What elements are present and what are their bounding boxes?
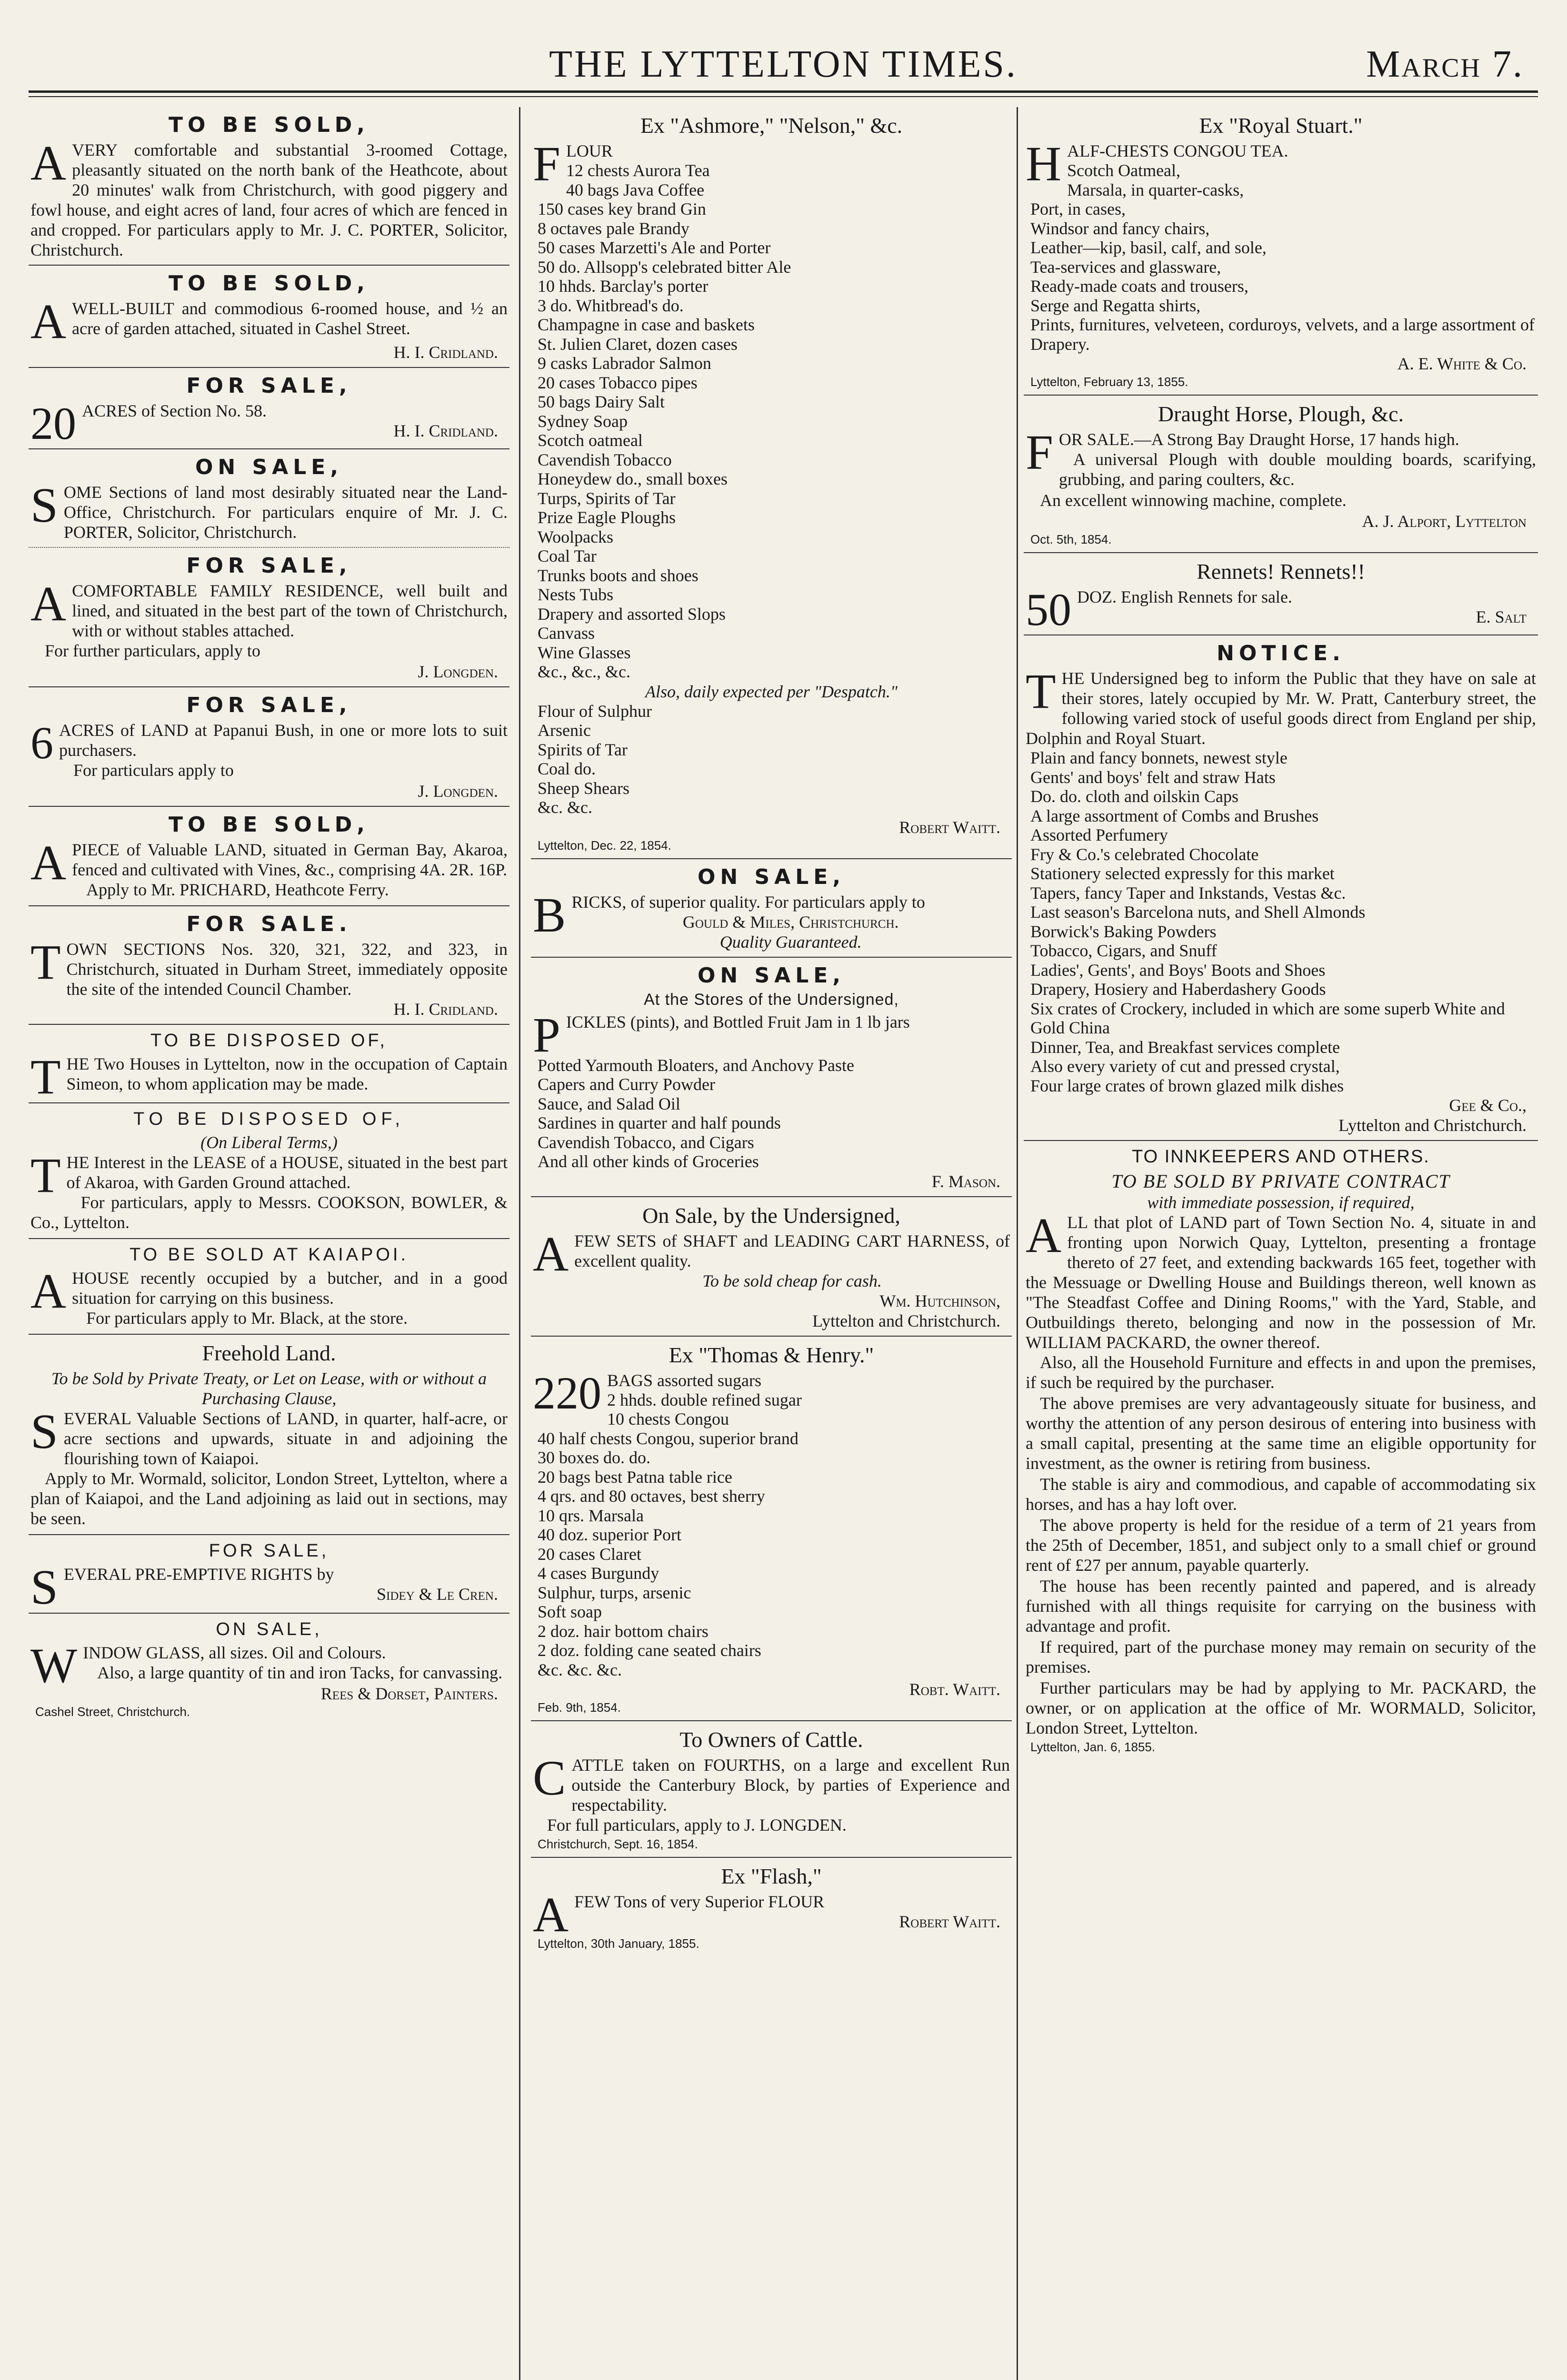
goods-list-expected bbox=[533, 702, 1010, 817]
list-item: 40 half chests Congou, superior brand bbox=[538, 1428, 798, 1448]
ad-house-cashel-street bbox=[29, 266, 509, 368]
ad-text: FEW SETS of SHAFT and LEADING CART HARNESS, of excellent quality. bbox=[574, 1231, 1010, 1270]
ad-body bbox=[30, 1148, 508, 1232]
ad-signature-place: Lyttelton and Christchurch. bbox=[1338, 1116, 1527, 1135]
ad-signature: Gould & Miles, Christchurch. bbox=[682, 912, 899, 932]
ad-paragraph: Also, all the Household Furniture and effects in and upon the premises, if such be required by the purchaser. bbox=[1026, 1353, 1536, 1392]
ad-text: HE Two Houses in Lyttelton, now in the occupation of Captain Simeon, to whom application may be made. bbox=[66, 1054, 508, 1093]
ad-dateline: Lyttelton, Jan. 6, 1855. bbox=[1030, 1740, 1156, 1754]
list-item: Ladies', Gents', and Boys' Boots and Shoes bbox=[1030, 960, 1326, 980]
list-item: Soft soap bbox=[538, 1602, 602, 1621]
list-item: Sardines in quarter and half pounds bbox=[538, 1113, 781, 1132]
ad-heading: NOTICE. bbox=[1217, 641, 1345, 665]
ad-window-glass bbox=[29, 1614, 509, 1725]
ad-first-line: ALF-CHESTS CONGOU TEA. bbox=[1067, 141, 1288, 160]
list-item: Flour of Sulphur bbox=[538, 701, 652, 721]
ad-text: FEW Tons of very Superior FLOUR bbox=[574, 1892, 825, 1911]
list-item: Assorted Perfumery bbox=[1030, 825, 1168, 844]
ad-tagline: Quality Guaranteed. bbox=[719, 932, 862, 952]
list-item: Sheep Shears bbox=[538, 778, 629, 798]
ad-heading: On Sale, by the Undersigned, bbox=[642, 1203, 900, 1228]
list-item: Tobacco, Cigars, and Snuff bbox=[1030, 941, 1217, 960]
ad-signature: Wm. Hutchinson, bbox=[879, 1291, 1000, 1310]
ad-heading: TO BE DISPOSED OF, bbox=[150, 1031, 388, 1051]
list-item: Also every variety of cut and pressed crystal, bbox=[1030, 1057, 1340, 1076]
ad-body bbox=[1026, 425, 1536, 510]
ad-bricks bbox=[531, 859, 1012, 958]
list-item: 12 chests Aurora Tea bbox=[566, 161, 710, 180]
drop-cap: P bbox=[533, 1007, 560, 1062]
ad-heading: TO BE SOLD, bbox=[168, 813, 370, 837]
list-item: 10 hhds. Barclay's porter bbox=[538, 277, 709, 296]
ad-body bbox=[30, 294, 508, 349]
ad-signature: F. Mason. bbox=[931, 1171, 1000, 1191]
ad-dateline: Cashel Street, Christchurch. bbox=[35, 1705, 190, 1719]
drop-cap: F bbox=[533, 137, 560, 191]
list-item: &c., &c., &c. bbox=[538, 662, 630, 681]
list-item: Sauce, and Salad Oil bbox=[538, 1094, 680, 1113]
ad-acres-section-58 bbox=[29, 368, 509, 449]
drop-number: 20 bbox=[30, 398, 76, 449]
list-item: Trunks boots and shoes bbox=[538, 565, 699, 585]
newspaper-title: THE LYTTELTON TIMES. bbox=[549, 43, 1018, 85]
goods-list bbox=[1026, 161, 1536, 354]
list-item: Cavendish Tobacco bbox=[538, 450, 672, 469]
ad-text: ACRES of Section No. 58. bbox=[82, 401, 267, 420]
list-item: A large assortment of Combs and Brushes bbox=[1030, 806, 1319, 825]
list-item: Tapers, fancy Taper and Inkstands, Vestas &c. bbox=[1030, 883, 1346, 902]
list-item: Honeydew do., small boxes bbox=[538, 469, 728, 488]
ad-dateline: Lyttelton, Dec. 22, 1854. bbox=[538, 838, 671, 853]
ad-text: COMFORTABLE FAMILY RESIDENCE, well built and lined, and situated in the best part of the town of Christchurch, with or without stables attached. bbox=[72, 581, 508, 640]
drop-cap: T bbox=[30, 1148, 61, 1203]
list-item: 8 octaves pale Brandy bbox=[538, 218, 689, 238]
ad-heading: FOR SALE, bbox=[186, 374, 352, 398]
drop-cap: A bbox=[30, 294, 67, 349]
ad-heading: FOR SALE, bbox=[186, 693, 352, 717]
ad-freehold-land bbox=[29, 1335, 509, 1535]
list-item: Nests Tubs bbox=[538, 585, 614, 604]
list-item: Gents' and boys' felt and straw Hats bbox=[1030, 767, 1276, 787]
ad-heading: ON SALE, bbox=[216, 1619, 322, 1639]
drop-cap: H bbox=[1026, 137, 1062, 191]
ad-owners-of-cattle bbox=[531, 1721, 1012, 1858]
ad-paragraph: Further particulars may be had by applying to Mr. PACKARD, the owner, or on application at the office of Mr. WORMALD, Solicitor, London Street, Lyttelton. bbox=[1026, 1678, 1536, 1737]
drop-cap: S bbox=[30, 1560, 58, 1615]
ad-paragraph: The above premises are very advantageously situate for business, and worthy the attention of any person desirous of entering into business with a small capital, presenting at the same time an eligible opportunity for investment, as the owner is retiring from business. bbox=[1026, 1394, 1536, 1473]
ad-notice-gee-co bbox=[1024, 635, 1538, 1141]
list-item: Spirits of Tar bbox=[538, 740, 628, 759]
list-item: Canvass bbox=[538, 624, 595, 643]
ad-body bbox=[30, 935, 508, 999]
ad-two-houses-lyttelton bbox=[29, 1025, 509, 1103]
drop-cap: S bbox=[30, 1404, 58, 1459]
list-item: Arsenic bbox=[538, 721, 591, 740]
ad-text: ACRES of LAND at Papanui Bush, in one or more lots to suit purchasers. bbox=[59, 721, 508, 760]
ad-text-2: For further particulars, apply to bbox=[45, 641, 260, 660]
ad-subheading: Also, daily expected per "Despatch." bbox=[645, 682, 898, 701]
drop-cap: T bbox=[30, 1050, 61, 1104]
ad-signature: Sidey & Le Cren. bbox=[376, 1585, 498, 1604]
ad-text: HE Undersigned beg to inform the Public that they have on sale at their stores, lately occupied by Mr. W. Pratt, Canterbury street, the following varied stock of useful goods direct from England per ship, Dolphin and Royal Stuart. bbox=[1026, 669, 1536, 748]
list-item: &c. &c. bbox=[538, 798, 592, 817]
ad-heading: Rennets! Rennets!! bbox=[1197, 559, 1365, 584]
list-item: Fry & Co.'s celebrated Chocolate bbox=[1030, 844, 1259, 864]
ad-pre-emptive-rights bbox=[29, 1535, 509, 1614]
ad-dateline: Christchurch, Sept. 16, 1854. bbox=[538, 1837, 698, 1851]
list-item: Marsala, in quarter-casks, bbox=[1067, 180, 1244, 199]
list-item: 20 cases Tobacco pipes bbox=[538, 373, 698, 392]
ad-papanui-bush bbox=[29, 687, 509, 807]
list-item: Sulphur, turps, arsenic bbox=[538, 1583, 691, 1602]
list-item: 3 do. Whitbread's do. bbox=[538, 296, 684, 315]
ad-text: PIECE of Valuable LAND, situated in German Bay, Akaroa, fenced and cultivated with Vines, &c., comprising 4A. 2R. 16P. bbox=[72, 840, 508, 879]
drop-cap: W bbox=[30, 1638, 78, 1693]
list-item: Sydney Soap bbox=[538, 411, 628, 431]
list-item: Six crates of Crockery, included in which are some superb White and Gold China bbox=[1030, 999, 1505, 1037]
ad-subheading: To be Sold by Private Treaty, or Let on Lease, with or without a Purchasing Clause, bbox=[51, 1369, 487, 1408]
goods-list bbox=[533, 1390, 1010, 1680]
ad-first-line: LOUR bbox=[566, 141, 613, 160]
ad-body bbox=[533, 1751, 1010, 1835]
ad-signature: Gee & Co., bbox=[1449, 1096, 1527, 1115]
ad-paragraph: The above property is held for the residue of a term of 21 years from the 25th of December, 1851, and subject only to a small chief or ground rent of £27 per annum, payable quarterly. bbox=[1026, 1516, 1536, 1575]
list-item: Wine Glasses bbox=[538, 643, 631, 662]
ad-text-2: Apply to Mr. PRICHARD, Heathcote Ferry. bbox=[86, 880, 389, 899]
list-item: Leather—kip, basil, calf, and sole, bbox=[1030, 238, 1267, 257]
ad-text-2: For particulars apply to Mr. Black, at the store. bbox=[86, 1309, 408, 1328]
list-item: Prints, furnitures, velveteen, corduroys, velvets, and a large assortment of Drapery. bbox=[1030, 315, 1535, 354]
ad-text: OWN SECTIONS Nos. 320, 321, 322, and 323, in Christchurch, situated in Durham Street, immediately opposite the site of the intended Council Chamber. bbox=[66, 940, 508, 999]
list-item: Drapery, Hosiery and Haberdashery Goods bbox=[1030, 980, 1326, 999]
drop-cap: A bbox=[1026, 1208, 1062, 1263]
ad-dateline: Oct. 5th, 1854. bbox=[1030, 532, 1112, 546]
drop-cap: S bbox=[30, 478, 58, 533]
ad-dateline: Lyttelton, February 13, 1855. bbox=[1030, 375, 1188, 389]
list-item: St. Julien Claret, dozen cases bbox=[538, 334, 738, 354]
drop-cap: A bbox=[533, 1226, 569, 1281]
list-item: Port, in cases, bbox=[1030, 199, 1126, 218]
ad-signature: A. E. White & Co. bbox=[1397, 354, 1527, 373]
ad-signature: H. I. Cridland. bbox=[393, 343, 498, 362]
list-item: Woolpacks bbox=[538, 527, 614, 546]
list-item: Borwick's Baking Powders bbox=[1030, 922, 1217, 941]
drop-cap: C bbox=[533, 1751, 566, 1805]
drop-cap: F bbox=[1026, 425, 1053, 480]
ad-dateline: Lyttelton, 30th January, 1855. bbox=[538, 1936, 699, 1951]
ad-heading: Ex "Flash," bbox=[721, 1864, 822, 1888]
list-item: Cavendish Tobacco, and Cigars bbox=[538, 1132, 754, 1152]
ad-paragraph: The stable is airy and commodious, and capable of accommodating six horses, and has a hay loft over. bbox=[1026, 1475, 1536, 1514]
ad-dateline: Feb. 9th, 1854. bbox=[538, 1700, 621, 1715]
column-2 bbox=[531, 107, 1012, 2380]
list-item: Coal do. bbox=[538, 759, 596, 778]
ad-flash-flour bbox=[531, 1858, 1012, 1956]
column-1 bbox=[29, 107, 509, 2380]
ad-signature-place: Lyttelton and Christchurch. bbox=[812, 1311, 1000, 1330]
list-item: Turps, Spirits of Tar bbox=[538, 488, 676, 508]
goods-list bbox=[533, 1056, 1010, 1171]
list-item: 50 cases Marzetti's Ale and Porter bbox=[538, 238, 771, 257]
ad-body bbox=[1026, 1208, 1536, 1738]
ad-town-sections bbox=[29, 906, 509, 1025]
ad-heading: Draught Horse, Plough, &c. bbox=[1158, 402, 1404, 426]
ad-body bbox=[30, 717, 508, 780]
ad-heading: TO BE DISPOSED OF, bbox=[133, 1109, 405, 1129]
masthead-rule-thin bbox=[29, 96, 1538, 97]
ad-sections-land-office bbox=[29, 449, 509, 548]
masthead bbox=[29, 33, 1538, 105]
list-item: &c. &c. &c. bbox=[538, 1660, 622, 1679]
list-item: 9 casks Labrador Salmon bbox=[538, 354, 711, 373]
list-item: 2 doz. folding cane seated chairs bbox=[538, 1641, 761, 1660]
ad-heading: TO BE SOLD AT KAIAPOI. bbox=[129, 1245, 409, 1265]
ad-body bbox=[30, 1264, 508, 1328]
ad-heading: ON SALE, bbox=[697, 864, 846, 889]
column-rule-1 bbox=[519, 107, 520, 2380]
ad-heading: To Owners of Cattle. bbox=[679, 1727, 863, 1752]
ad-text: EVERAL PRE-EMPTIVE RIGHTS by bbox=[63, 1565, 334, 1584]
ad-body bbox=[30, 1050, 508, 1104]
ad-heading: FOR SALE, bbox=[209, 1541, 329, 1561]
list-item: 50 bags Dairy Salt bbox=[538, 392, 665, 411]
drop-cap: T bbox=[30, 935, 61, 990]
list-item: 50 do. Allsopp's celebrated bitter Ale bbox=[538, 257, 791, 277]
ad-text-2: Apply to Mr. Wormald, solicitor, London Street, Lyttelton, where a plan of Kaiapoi, and the Land adjoining as laid out in sections, may be seen. bbox=[30, 1469, 508, 1528]
list-item: 4 cases Burgundy bbox=[538, 1564, 659, 1583]
ad-heading: TO INNKEEPERS AND OTHERS. bbox=[1132, 1147, 1430, 1167]
ad-text: ICKLES (pints), and Bottled Fruit Jam in 1 lb jars bbox=[566, 1012, 910, 1031]
drop-cap: A bbox=[30, 835, 67, 890]
ad-signature: J. Longden. bbox=[418, 782, 498, 801]
ad-text: HOUSE recently occupied by a butcher, and in a good situation for carrying on this business. bbox=[72, 1269, 508, 1308]
ad-text: OME Sections of land most desirably situated near the Land-Office, Christchurch. For particulars enquire of Mr. J. C. PORTER, Solicitor, Christchurch. bbox=[63, 483, 508, 542]
ad-text: OR SALE.—A Strong Bay Draught Horse, 17 hands high. bbox=[1058, 430, 1459, 449]
ad-ashmore-nelson-goods bbox=[531, 107, 1012, 859]
list-item: Windsor and fancy chairs, bbox=[1030, 218, 1210, 238]
ad-family-residence bbox=[29, 548, 509, 687]
list-item: Dinner, Tea, and Breakfast services complete bbox=[1030, 1037, 1340, 1057]
ad-text-2: Also, a large quantity of tin and iron Tacks, for canvassing. bbox=[97, 1663, 503, 1682]
drop-number: 220 bbox=[533, 1367, 601, 1418]
ad-text: WELL-BUILT and commodious 6-roomed house, and ½ an acre of garden attached, situated in Cashel Street. bbox=[72, 299, 508, 338]
list-item: 2 hhds. double refined sugar bbox=[607, 1390, 802, 1409]
masthead-rule bbox=[29, 90, 1538, 93]
drop-cap: T bbox=[1026, 664, 1056, 719]
column-rule-2 bbox=[1017, 107, 1018, 2380]
ad-body bbox=[30, 835, 508, 900]
list-item: Plain and fancy bonnets, newest style bbox=[1030, 748, 1288, 767]
ad-paragraph: If required, part of the purchase money may remain on security of the premises. bbox=[1026, 1637, 1536, 1676]
ad-body bbox=[30, 136, 508, 260]
list-item: Serge and Regatta shirts, bbox=[1030, 296, 1201, 315]
column-3 bbox=[1024, 107, 1538, 2380]
ad-kaiapoi-house bbox=[29, 1239, 509, 1335]
ad-body bbox=[1026, 664, 1536, 748]
ad-royal-stuart-goods bbox=[1024, 107, 1538, 396]
ad-heading: FOR SALE. bbox=[186, 912, 352, 936]
goods-list bbox=[1026, 748, 1536, 1095]
ad-first-line: BAGS assorted sugars bbox=[607, 1370, 761, 1390]
list-item: Scotch Oatmeal, bbox=[1067, 161, 1181, 180]
list-item: 10 chests Congou bbox=[607, 1409, 729, 1428]
list-item: 20 cases Claret bbox=[538, 1544, 641, 1564]
list-item: Four large crates of brown glazed milk dishes bbox=[1030, 1076, 1344, 1095]
issue-date: March 7. bbox=[1366, 43, 1524, 85]
ad-signature: A. J. Alport, Lyttelton bbox=[1362, 512, 1527, 531]
list-item: Potted Yarmouth Bloaters, and Anchovy Paste bbox=[538, 1055, 854, 1075]
list-item: 150 cases key brand Gin bbox=[538, 199, 706, 218]
drop-number: 50 bbox=[1026, 584, 1071, 635]
ad-subheading: At the Stores of the Undersigned, bbox=[644, 990, 899, 1009]
ad-body bbox=[30, 478, 508, 542]
list-item: Tea-services and glassware, bbox=[1030, 257, 1221, 277]
list-item: Stationery selected expressly for this market bbox=[1030, 864, 1335, 883]
drop-cap: A bbox=[30, 136, 67, 190]
ad-draught-horse-plough bbox=[1024, 396, 1538, 553]
list-item: 10 qrs. Marsala bbox=[538, 1506, 644, 1525]
ad-german-bay-land bbox=[29, 807, 509, 906]
drop-cap: A bbox=[533, 1887, 569, 1942]
ad-cart-harness bbox=[531, 1197, 1012, 1337]
ad-signature: Robert Waitt. bbox=[899, 817, 1000, 837]
ad-thomas-henry-goods bbox=[531, 1337, 1012, 1722]
ad-body bbox=[30, 1638, 508, 1693]
ad-body bbox=[30, 576, 508, 661]
ad-text: VERY comfortable and substantial 3-roomed Cottage, pleasantly situated on the north bank of the Heathcote, about 20 minutes' walk from Christchurch, with good piggery and fowl house, and eight acres of land, four acres of which are fenced in and cropped. For particulars apply to Mr. J. C. PORTER, Solicitor, Christchurch. bbox=[30, 140, 508, 259]
ad-text-2: For full particulars, apply to J. LONGDEN. bbox=[547, 1815, 847, 1835]
ad-heading: TO BE SOLD, bbox=[168, 113, 370, 137]
ad-heading: Ex "Thomas & Henry." bbox=[669, 1342, 874, 1367]
list-item: Capers and Curry Powder bbox=[538, 1075, 715, 1094]
ad-body bbox=[533, 1007, 1010, 1062]
ad-signature: H. I. Cridland. bbox=[393, 1000, 498, 1019]
ad-text: LL that plot of LAND part of Town Section No. 4, situate in and fronting upon Norwich Quay, Lyttelton, presenting a frontage thereto of 27 feet, and extending backwards 165 feet, together with the Messuage or Dwelling House and Buildings thereon, well known as "The Steadfast Coffee and Dining Rooms," with the Yard, Stable, and Outbuildings thereto, belonging and now in the possession of Mr. WILLIAM PACKARD, the owner thereof. bbox=[1026, 1213, 1536, 1352]
list-item: Prize Eagle Ploughs bbox=[538, 508, 676, 527]
drop-cap: A bbox=[30, 1264, 67, 1319]
drop-number: 6 bbox=[30, 717, 53, 768]
list-item: 40 doz. superior Port bbox=[538, 1525, 681, 1544]
ad-signature: Robert Waitt. bbox=[899, 1912, 1000, 1931]
list-item: Do. do. cloth and oilskin Caps bbox=[1030, 787, 1238, 806]
ad-text-2: A universal Plough with double moulding boards, scarifying, grubbing, and paring coulters, &c. bbox=[1058, 450, 1536, 489]
list-item: 2 doz. hair bottom chairs bbox=[538, 1621, 709, 1641]
ad-innkeepers-private-contract bbox=[1024, 1141, 1538, 1760]
ad-signature: Robt. Waitt. bbox=[909, 1680, 1000, 1699]
list-item: Champagne in case and baskets bbox=[538, 315, 755, 334]
ad-text: ATTLE taken on FOURTHS, on a large and excellent Run outside the Canterbury Block, by parties of Experience and respectability. bbox=[571, 1755, 1010, 1815]
drop-cap: B bbox=[533, 887, 566, 942]
ad-cottage-heathcote bbox=[29, 107, 509, 266]
ad-subheading: TO BE SOLD BY PRIVATE CONTRACT bbox=[1111, 1170, 1450, 1192]
list-item: And all other kinds of Groceries bbox=[538, 1152, 759, 1171]
ad-body bbox=[30, 1404, 508, 1528]
ad-signature: Rees & Dorset, Painters. bbox=[320, 1684, 498, 1703]
ad-text: INDOW GLASS, all sizes. Oil and Colours. bbox=[83, 1643, 386, 1662]
drop-cap: A bbox=[30, 576, 67, 631]
ad-heading: Freehold Land. bbox=[202, 1341, 336, 1365]
ad-text: RICKS, of superior quality. For particulars apply to bbox=[571, 892, 925, 912]
ad-text-3: An excellent winnowing machine, complete. bbox=[1040, 491, 1347, 510]
ad-text-2: For particulars, apply to Messrs. COOKSON, BOWLER, & Co., Lyttelton. bbox=[30, 1193, 508, 1232]
list-item: Drapery and assorted Slops bbox=[538, 604, 726, 624]
list-item: 40 bags Java Coffee bbox=[566, 180, 705, 199]
list-item: Ready-made coats and trousers, bbox=[1030, 277, 1248, 296]
ad-heading: ON SALE, bbox=[195, 455, 343, 479]
ad-heading: ON SALE, bbox=[697, 963, 846, 988]
ad-paragraph: The house has been recently painted and papered, and is already furnished with all things requisite for carrying on the business with advantage and profit. bbox=[1026, 1577, 1536, 1636]
ad-lease-akaroa bbox=[29, 1103, 509, 1239]
ad-heading: TO BE SOLD, bbox=[168, 271, 370, 296]
ad-subheading: (On Liberal Terms,) bbox=[200, 1133, 338, 1152]
list-item: 4 qrs. and 80 octaves, best sherry bbox=[538, 1487, 765, 1506]
ad-signature: E. Salt bbox=[1476, 607, 1527, 626]
ad-signature: J. Longden. bbox=[418, 662, 498, 681]
list-item: Coal Tar bbox=[538, 546, 597, 565]
list-item: Scotch oatmeal bbox=[538, 431, 643, 450]
list-item: 30 boxes do. do. bbox=[538, 1448, 650, 1467]
list-item: 20 bags best Patna table rice bbox=[538, 1467, 732, 1487]
list-item: Last season's Barcelona nuts, and Shell Almonds bbox=[1030, 902, 1366, 922]
ad-text: HE Interest in the LEASE of a HOUSE, situated in the best part of Akaroa, with Garden Ground attached. bbox=[66, 1153, 508, 1192]
ad-pickles-groceries bbox=[531, 958, 1012, 1197]
ad-text-2: For particulars apply to bbox=[73, 761, 234, 780]
ad-subheading-2: with immediate possession, if required, bbox=[1147, 1193, 1415, 1212]
ad-tagline: To be sold cheap for cash. bbox=[702, 1271, 882, 1290]
ad-rennets bbox=[1024, 553, 1538, 635]
goods-list bbox=[533, 161, 1010, 682]
ad-heading: Ex "Ashmore," "Nelson," &c. bbox=[640, 113, 903, 138]
ad-text: DOZ. English Rennets for sale. bbox=[1077, 587, 1292, 606]
ad-heading: Ex "Royal Stuart." bbox=[1199, 113, 1363, 138]
ad-signature: H. I. Cridland. bbox=[393, 421, 498, 440]
ad-heading: FOR SALE, bbox=[186, 554, 352, 578]
ad-text: EVERAL Valuable Sections of LAND, in quarter, half-acre, or acre sections and upwards, situate in and adjoining the flourishing town of Kaiapoi. bbox=[63, 1409, 508, 1468]
